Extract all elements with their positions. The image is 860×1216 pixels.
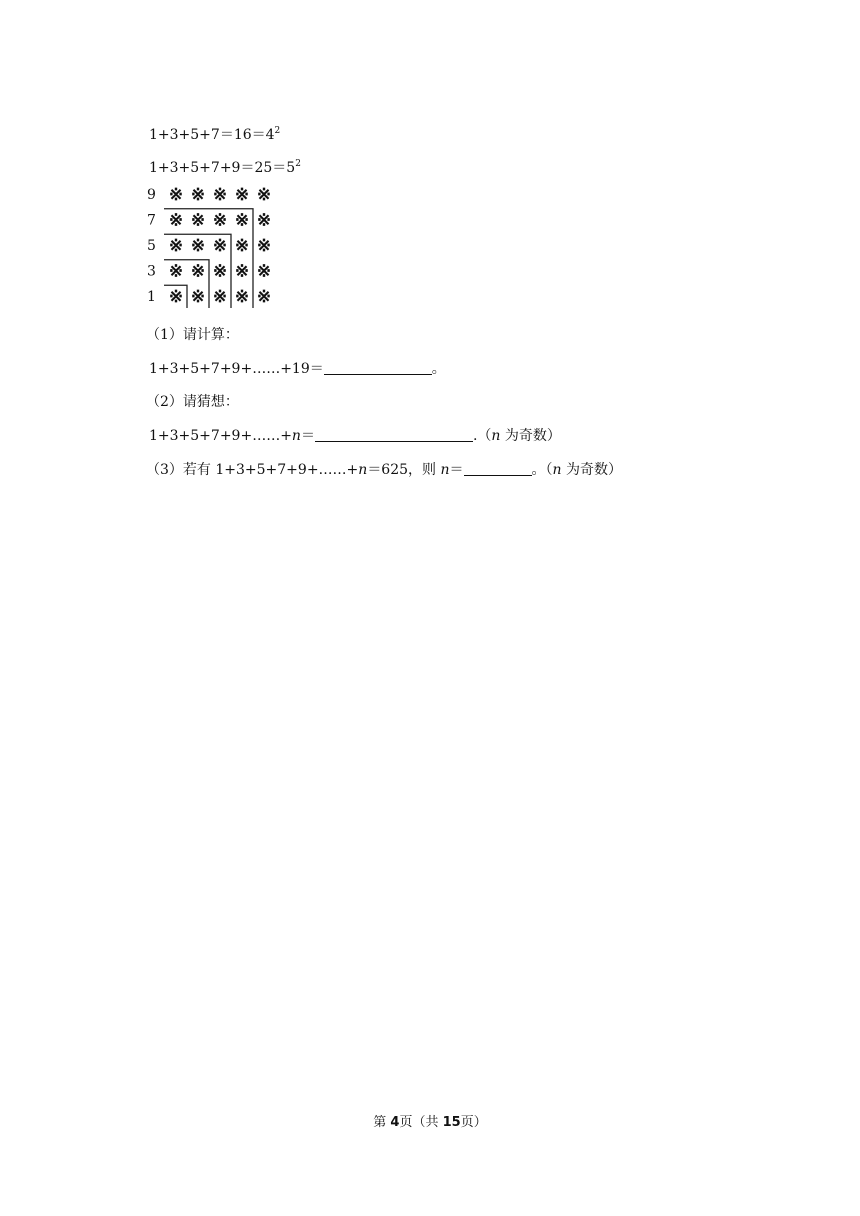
grid-symbol: ※ xyxy=(168,236,184,256)
question-3-variable-2: n xyxy=(440,462,450,478)
grid-symbol: ※ xyxy=(212,261,228,282)
grid-symbol: ※ xyxy=(256,210,272,231)
grid-symbol: ※ xyxy=(190,261,206,282)
footer-post: 页） xyxy=(460,1115,487,1130)
grid-symbol: ※ xyxy=(190,210,206,231)
row-label-5: 5 xyxy=(147,238,156,254)
grid-symbol: ※ xyxy=(234,287,250,307)
odd-sum-figure xyxy=(146,184,286,308)
question-3 xyxy=(146,461,622,479)
question-2-expr-b: ＝ xyxy=(300,428,315,444)
question-2-variable: n xyxy=(291,428,301,444)
question-2-expression xyxy=(149,427,561,445)
equation-2-exponent: 2 xyxy=(295,159,301,169)
grid-symbol: ※ xyxy=(256,261,272,282)
equation-1-text: 1+3+5+7＝16＝4 xyxy=(149,127,275,143)
grid-symbol: ※ xyxy=(212,185,228,205)
grid-symbol: ※ xyxy=(190,287,206,307)
question-3-end-a: 。（ xyxy=(531,462,553,478)
grid-symbol: ※ xyxy=(190,185,206,205)
equation-line-1 xyxy=(149,122,280,144)
row-label-7: 7 xyxy=(147,212,156,229)
grid-symbol: ※ xyxy=(256,287,272,307)
page-footer xyxy=(0,1111,860,1130)
grid-symbol: ※ xyxy=(234,261,250,282)
question-3-b: ＝625，则 xyxy=(367,462,441,478)
answer-blank-2[interactable] xyxy=(315,427,473,442)
question-1-label: （1）请计算： xyxy=(146,327,239,343)
question-2-expr-a: 1+3+5+7+9+……+ xyxy=(149,428,292,444)
question-3-end-variable: n xyxy=(552,462,562,478)
question-1-expression xyxy=(149,360,446,378)
footer-page-number: 4 xyxy=(390,1115,400,1130)
question-2-end-b: 为奇数） xyxy=(500,428,561,444)
grid-symbol: ※ xyxy=(212,210,228,231)
row-label-3: 3 xyxy=(147,263,156,280)
question-3-end-b: 为奇数） xyxy=(561,462,622,478)
grid-symbol: ※ xyxy=(234,185,250,205)
row-label-9: 9 xyxy=(147,187,156,203)
equation-line-2 xyxy=(149,155,301,177)
equation-2-text: 1+3+5+7+9＝25＝5 xyxy=(149,160,296,176)
grid-symbol: ※ xyxy=(212,287,228,307)
question-2-end-a: .（ xyxy=(472,428,492,444)
question-1-expr-text: 1+3+5+7+9+……+19＝ xyxy=(149,361,324,377)
row-label-1: 1 xyxy=(147,289,156,305)
grid-symbol: ※ xyxy=(168,287,184,307)
question-3-a: （3）若有 1+3+5+7+9+……+ xyxy=(146,462,359,478)
grid-symbol: ※ xyxy=(256,185,272,205)
question-1-end: 。 xyxy=(431,361,446,377)
grid-symbol: ※ xyxy=(212,236,228,256)
grid-symbol: ※ xyxy=(190,236,206,256)
grid-symbol: ※ xyxy=(168,210,184,231)
grid-symbol: ※ xyxy=(234,236,250,256)
equation-1-exponent: 2 xyxy=(274,126,281,136)
footer-total-pages: 15 xyxy=(442,1115,461,1130)
question-3-variable: n xyxy=(358,462,368,478)
question-2-label: （2）请猜想： xyxy=(146,394,239,410)
grid-symbol: ※ xyxy=(168,185,184,205)
footer-pre: 第 xyxy=(373,1115,391,1130)
question-2-end-variable: n xyxy=(491,428,501,444)
footer-mid: 页（共 xyxy=(399,1115,443,1130)
question-3-c: ＝ xyxy=(449,462,464,478)
answer-blank-3[interactable] xyxy=(464,461,532,476)
grid-symbol: ※ xyxy=(256,236,272,256)
grid-symbol: ※ xyxy=(168,261,184,282)
grid-symbol: ※ xyxy=(234,210,250,231)
answer-blank-1[interactable] xyxy=(324,360,432,375)
